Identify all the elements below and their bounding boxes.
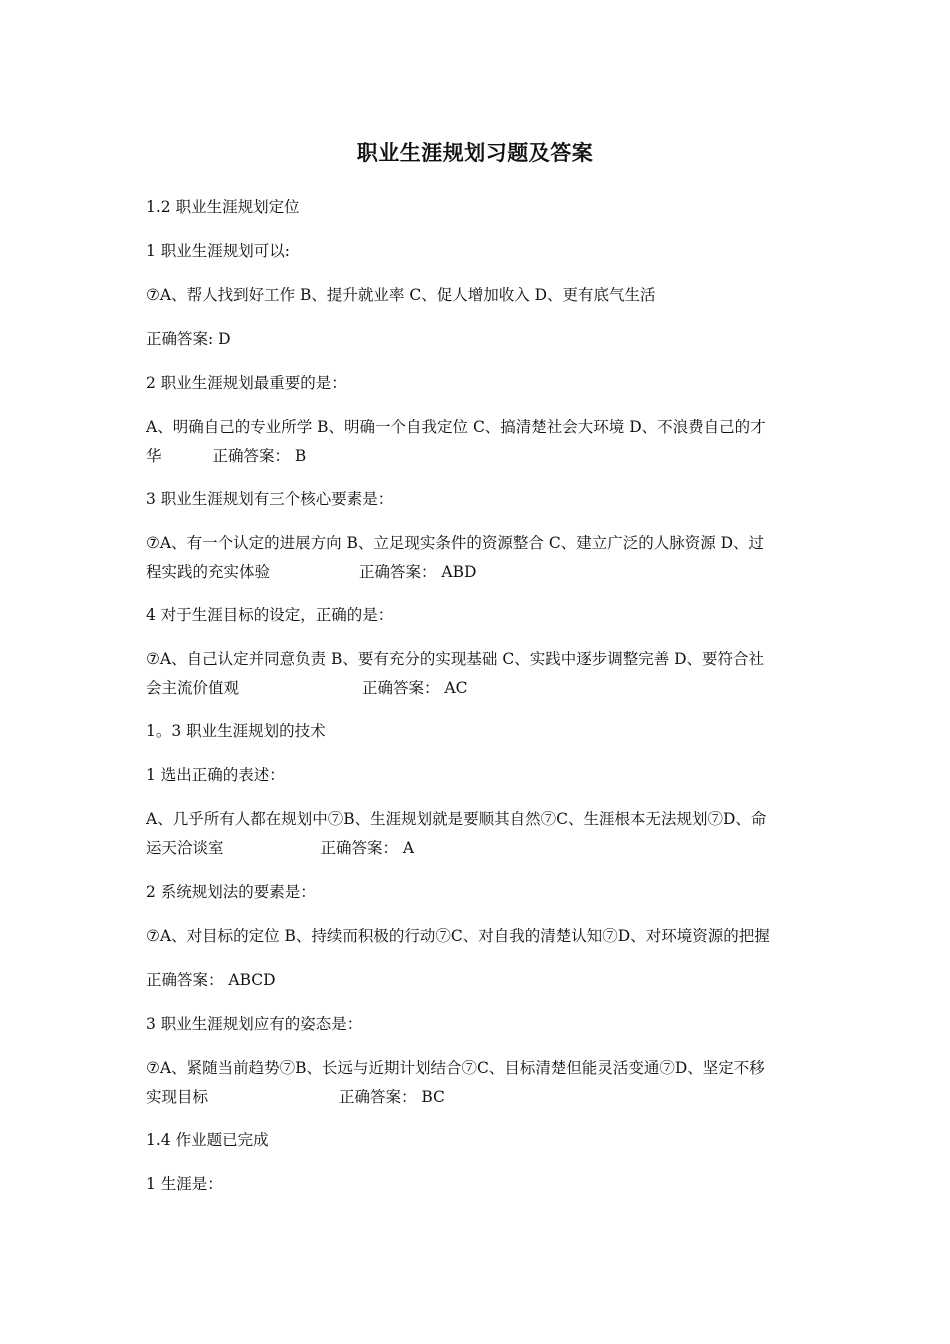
options-text-continued: 华	[146, 447, 162, 465]
options-text-continued: 实现目标	[146, 1088, 209, 1106]
options-text-continued: 会主流价值观	[146, 679, 240, 697]
question-text: 2 职业生涯规划最重要的是：	[146, 374, 347, 392]
section-heading-text: 1.4 作业题已完成	[146, 1131, 269, 1149]
question-3-1	[146, 1170, 808, 1199]
options-2-3	[146, 1054, 808, 1112]
options-text: ⑦A、有一个认定的进展方向 B、立足现实条件的资源整合 C、建立广泛的人脉资源 D、过	[146, 534, 765, 552]
question-1-1	[146, 237, 808, 266]
question-1-2	[146, 369, 808, 398]
options-text: ⑦A、紧随当前趋势⑦B、长远与近期计划结合⑦C、目标清楚但能灵活变通⑦D、坚定不移	[146, 1059, 765, 1077]
section-heading-text: 1。3 职业生涯规划的技术	[146, 722, 326, 740]
options-1-4	[146, 645, 808, 703]
options-text: ⑦A、自己认定并同意负责 B、要有充分的实现基础 C、实践中逐步调整完善 D、要符合社	[146, 650, 765, 668]
answer-text: 正确答案: D	[146, 330, 231, 348]
options-1-2	[146, 413, 808, 471]
answer-text: 正确答案： AC	[361, 679, 468, 697]
question-text: 1 职业生涯规划可以:	[146, 242, 291, 260]
answer-text: 正确答案： BC	[338, 1088, 445, 1106]
options-1-1	[146, 281, 808, 310]
section-heading-1-4	[146, 1126, 808, 1155]
question-1-4	[146, 601, 808, 630]
answer-text: 正确答案： ABCD	[146, 971, 276, 989]
question-2-3	[146, 1010, 808, 1039]
section-heading-1-3	[146, 717, 808, 746]
question-text: 1 选出正确的表述：	[146, 766, 285, 784]
question-text: 4 对于生涯目标的设定，正确的是：	[146, 606, 394, 624]
answer-text: 正确答案： ABD	[358, 563, 477, 581]
options-text: ⑦A、对目标的定位 B、持续而积极的行动⑦C、对自我的清楚认知⑦D、对环境资源的把握	[146, 927, 770, 945]
options-text-continued: 运天洽谈室	[146, 839, 224, 857]
document-title: 职业生涯规划习题及答案	[356, 140, 594, 165]
options-text-continued: 程实践的充实体验	[146, 563, 271, 581]
question-2-2	[146, 878, 808, 907]
answer-text: 正确答案： A	[320, 839, 415, 857]
options-text: A、几乎所有人都在规划中⑦B、生涯规划就是要顺其自然⑦C、生涯根本无法规划⑦D、命	[146, 810, 767, 828]
options-2-1	[146, 805, 808, 863]
question-text: 1 生涯是：	[146, 1175, 223, 1193]
question-2-1	[146, 761, 808, 790]
answer-1-1	[146, 325, 808, 354]
question-text: 3 职业生涯规划应有的姿态是：	[146, 1015, 363, 1033]
options-1-3	[146, 529, 808, 587]
options-text: ⑦A、帮人找到好工作 B、提升就业率 C、促人增加收入 D、更有底气生活	[146, 286, 656, 304]
question-1-3	[146, 485, 808, 514]
question-text: 3 职业生涯规划有三个核心要素是：	[146, 490, 394, 508]
options-text: A、明确自己的专业所学 B、明确一个自我定位 C、搞清楚社会大环境 D、不浪费自己的才	[146, 418, 766, 436]
question-text: 2 系统规划法的要素是：	[146, 883, 316, 901]
options-2-2	[146, 922, 808, 951]
section-heading-1-2	[146, 193, 808, 222]
section-heading-text: 1.2 职业生涯规划定位	[146, 198, 300, 216]
answer-2-2	[146, 966, 808, 995]
answer-text: 正确答案： B	[212, 447, 307, 465]
